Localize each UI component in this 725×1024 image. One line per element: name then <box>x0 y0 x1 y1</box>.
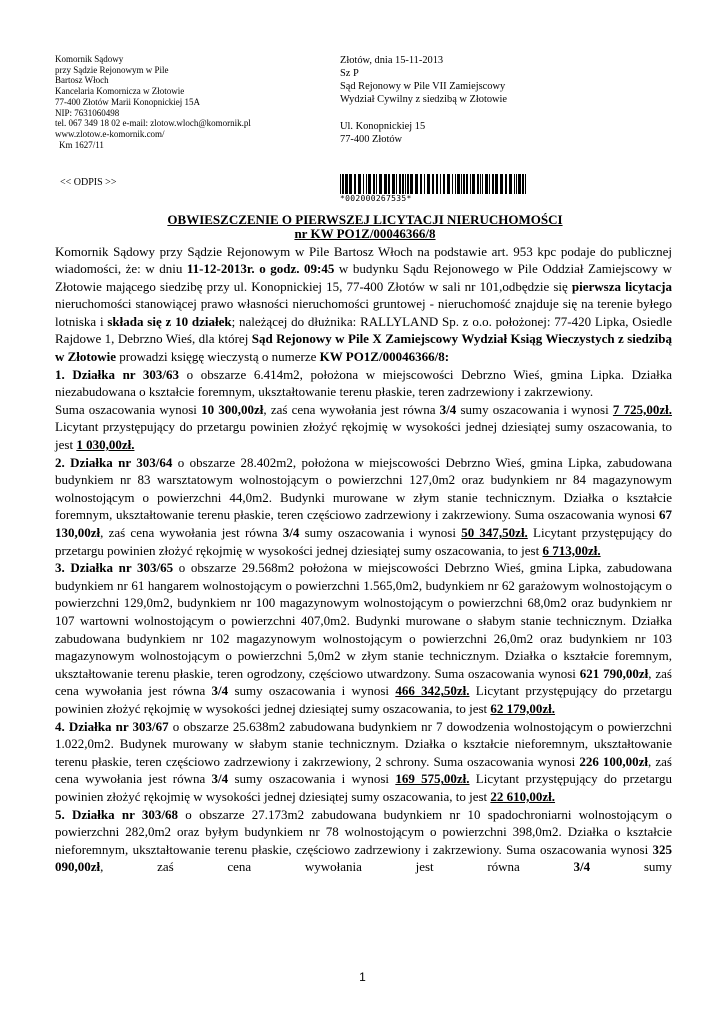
barcode-bar <box>477 174 479 194</box>
call-price: 169 575,00zł. <box>395 771 470 787</box>
barcode-bar <box>505 174 507 194</box>
bailiff-address-line: tel. 067 349 18 02 e-mail: zlotow.wloch@komornik.pl <box>55 118 251 129</box>
barcode-bar <box>443 174 445 194</box>
barcode-bar <box>402 174 404 194</box>
barcode-bar <box>345 174 348 194</box>
bailiff-address-line: przy Sądzie Rejonowym w Pile <box>55 64 169 75</box>
barcode-bar <box>407 174 409 194</box>
court-name: Sąd Rejonowy w Pile X Zamiejscowy Wydział Ksiąg Wieczystych z siedzibą w Złotowie <box>55 331 672 365</box>
barcode-bar <box>489 174 490 194</box>
recipient-line: Sz P <box>340 68 359 79</box>
barcode-bar <box>420 174 422 194</box>
call-price: 466 342,50zł. <box>395 683 470 699</box>
barcode-bar <box>514 174 515 194</box>
deposit-value: 22 610,00zł. <box>490 788 556 804</box>
barcode-bar <box>410 174 413 194</box>
bailiff-address-line: Kancelaria Komornicza w Złotowie <box>55 86 185 97</box>
barcode-bar <box>509 174 512 194</box>
auction-date: 11-12-2013r. o godz. 09:45 <box>186 261 335 277</box>
copy-marker: << ODPIS >> <box>60 177 117 188</box>
barcode-text: *002000267535* <box>340 194 412 203</box>
parcel-label: 1. Działka nr 303/63 <box>55 366 180 382</box>
barcode-bar <box>366 174 367 194</box>
barcode-bar <box>480 174 481 194</box>
barcode-bar <box>340 174 341 194</box>
barcode-bar <box>472 174 475 194</box>
parcel-count: składa się z 10 działek <box>107 313 232 329</box>
barcode-bar <box>492 174 494 194</box>
barcode-bar <box>349 174 352 194</box>
barcode-bar <box>384 174 387 194</box>
barcode-bar <box>470 174 471 194</box>
barcode-bar <box>452 174 453 194</box>
barcode-bar <box>368 174 371 194</box>
barcode-bar <box>388 174 390 194</box>
barcode-bar <box>358 174 361 194</box>
deposit-value: 1 030,00zł. <box>76 437 135 453</box>
recipient-line: 77-400 Złotów <box>340 134 403 145</box>
barcode-bar <box>405 174 406 194</box>
barcode-bar <box>396 174 397 194</box>
parcel-item: 1. Działka nr 303/63 o obszarze 6.414m2, położona w miejscowości Debrzno Wieś, gmina Lipka. Działka niezabudowana o kształcie foremnym, ukształtowanie terenu płaskie, teren zadrzewiony i zakrzewiony. <box>55 366 672 400</box>
recipient-line: Wydział Cywilny z siedzibą w Złotowie <box>340 94 508 105</box>
barcode-bar <box>463 174 465 194</box>
land-register-number: nr KW PO1Z/00046366/8 <box>294 226 436 241</box>
call-price: 7 725,00zł. <box>612 401 672 417</box>
barcode-bar <box>427 174 430 194</box>
barcode-bar <box>447 174 450 194</box>
barcode-bar <box>500 174 503 194</box>
estimate-value: 325 090,00zł <box>55 841 672 875</box>
bailiff-address-line: www.zlotow.e-komornik.com/ <box>55 128 165 139</box>
barcode-bar <box>376 174 377 194</box>
parcel-label: 2. Działka nr 303/64 <box>55 454 173 470</box>
first-auction: pierwsza licytacja <box>571 278 672 294</box>
barcode-bar <box>399 174 401 194</box>
barcode-bar <box>516 174 517 194</box>
parcel-label: 5. Działka nr 303/68 <box>55 806 179 822</box>
parcel-item: 5. Działka nr 303/68 o obszarze 27.173m2 zabudowana budynkiem nr 10 spadochroniarni wolnostojącym o powierzchni 282,0m2 oraz byłym budynkiem nr 78 wolnostojącym o powierzchni 398,0m2. Działka o kształcie nieforemnym, ukształtowanie terenu płaskie, częściowo zadrzewiony i zakrzewiony. Suma oszacowania wynosi 325 090,00zł, zaś cena wywołania jest równa 3/4 sumy <box>55 806 672 875</box>
barcode-bar <box>354 174 356 194</box>
barcode-bar <box>424 174 425 194</box>
notice-body <box>55 243 672 876</box>
parcel-item: 4. Działka nr 303/67 o obszarze 25.638m2 zabudowana budynkiem nr 7 dowodzenia wolnostojącym o powierzchni 1.022,0m2. Budynek murowany w słabym stanie technicznym. Działka o kształcie nieforemnym, ukształtowanie terenu płaskie, teren częściowo zadrzewiony i zakrzewiony, 2 schrony. Suma oszacowania wynosi 226 100,00zł, zaś cena wywołania jest równa 3/4 sumy oszacowania i wynosi 169 575,00zł. Licytant przystępujący do przetargu powinien złożyć rękojmię w wysokości jednej dziesiątej sumy oszacowania, to jest 22 610,00zł. <box>55 718 672 804</box>
recipient-block <box>340 54 507 146</box>
barcode-bar <box>379 174 382 194</box>
barcode-bar <box>415 174 418 194</box>
call-price: 50 347,50zł. <box>461 525 528 540</box>
barcode-bar <box>373 174 375 194</box>
parcel-valuation: Suma oszacowania wynosi 10 300,00zł, zaś cena wywołania jest równa 3/4 sumy oszacowania i wynosi 7 725,00zł. Licytant przystępujący do przetargu powinien złożyć rękojmię w wysokości jednej dziesiątej sumy oszacowania, to jest 1 030,00zł. <box>55 401 672 453</box>
estimate-value: 67 130,00zł <box>55 507 672 540</box>
deposit-value: 6 713,00zł. <box>542 542 601 558</box>
estimate-value: 10 300,00zł <box>201 401 264 417</box>
estimate-value: 226 100,00zł <box>579 753 649 769</box>
bailiff-address-line: 77-400 Złotów Marii Konopnickiej 15A <box>55 96 200 107</box>
barcode-bar <box>461 174 462 194</box>
barcode-bar <box>457 174 460 194</box>
recipient-line: Sąd Rejonowy w Pile VII Zamiejscowy <box>340 81 506 92</box>
recipient-line: Ul. Konopnickiej 15 <box>340 121 426 132</box>
barcode-bar <box>518 174 521 194</box>
barcode-bars <box>340 174 529 194</box>
bailiff-address-block <box>55 54 251 150</box>
notice-title: OBWIESZCZENIE O PIERWSZEJ LICYTACJI NIERUCHOMOŚCI <box>167 212 563 227</box>
barcode-bar <box>485 174 488 194</box>
barcode-bar <box>466 174 468 194</box>
bailiff-address-line: NIP: 7631060498 <box>55 107 120 118</box>
barcode-bar <box>363 174 364 194</box>
case-number: Km 1627/11 <box>59 139 104 150</box>
barcode-bar <box>522 174 524 194</box>
barcode-bar <box>342 174 344 194</box>
document-date: Złotów, dnia 15-11-2013 <box>340 55 444 66</box>
bailiff-address-line: Bartosz Włoch <box>55 75 109 86</box>
barcode-bar <box>455 174 456 194</box>
intro-paragraph: Komornik Sądowy przy Sądzie Rejonowym w Pile Bartosz Włoch na podstawie art. 953 kpc podaje do publicznej wiadomości, że: w dniu 11-12-2013r. o godz. 09:45 w budynku Sądu Rejonowego w Pile Oddział Zamiejscowy w Złotowie mającego siedzibę przy ul. Konopnickiej 15, 77-400 Złotów w sali nr 101,odbędzie się pierwsza licytacja nieruchomości stanowiącej prawo własności nieruchomości gruntowej - nieruchomość znajduje się na terenie byłego lotniska i składa się z 10 działek; należącej do dłużnika: RALLYLAND Sp. z o.o. położonej: 77-420 Lipka, Osiedle Rajdowe 1, Debrzno Wieś, dla której Sąd Rejonowy w Pile X Zamiejscowy Wydział Ksiąg Wieczystych z siedzibą w Złotowie prowadzi księgę wieczystą o numerze KW PO1Z/00046366/8: <box>55 243 672 365</box>
page-number: 1 <box>359 970 366 984</box>
barcode-bar <box>432 174 434 194</box>
barcode-bar <box>440 174 441 194</box>
bailiff-address-line: Komornik Sądowy <box>55 54 124 64</box>
barcode-bar <box>495 174 498 194</box>
barcode-bar <box>392 174 395 194</box>
kw-number: KW PO1Z/00046366/8: <box>319 349 450 365</box>
deposit-value: 62 179,00zł. <box>490 700 556 716</box>
parcel-item: 2. Działka nr 303/64 o obszarze 28.402m2, położona w miejscowości Debrzno Wieś, gmina Lipka, zabudowana budynkiem nr 83 warsztatowym wolnostojącym o powierzchni 127,0m2 oraz budynkiem nr 84 magazynowym wolnostojącym o powierzchni 44,0m2. Budynki murowane w złym stanie technicznym. Działka o kształcie foremnym, ukształtowanie terenu płaskie, teren częściowo zadrzewiony i zakrzewiony. Suma oszacowania wynosi 67 130,00zł, zaś cena wywołania jest równa 3/4 sumy oszacowania i wynosi 50 347,50zł. Licytant przystępujący do przetargu powinien złożyć rękojmię w wysokości jednej dziesiątej sumy oszacowania, to jest 6 713,00zł. <box>55 454 672 558</box>
barcode-bar <box>525 174 526 194</box>
parcel-label: 4. Działka nr 303/67 <box>55 718 169 734</box>
barcode <box>340 174 529 204</box>
parcel-label: 3. Działka nr 303/65 <box>55 560 174 576</box>
estimate-value: 621 790,00zł <box>579 665 649 681</box>
barcode-bar <box>482 174 483 194</box>
parcel-item: 3. Działka nr 303/65 o obszarze 29.568m2 położona w miejscowości Debrzno Wieś, gmina Lipka, zabudowana budynkiem nr 61 hangarem wolnostojącym o powierzchni 1.565,0m2, budynkiem nr 62 garażowym wolnostojącym o powierzchni 129,0m2, budynkiem nr 100 magazynowym wolnostojącym o powierzchni 68,0m2 oraz budynkiem nr 107 wartowni wolnostojącym o powierzchni 407,0m2. Budynki murowane o słabym stanie technicznym. Działka zabudowana budynkiem nr 102 magazynowym wolnostojącym o powierzchni 26,0m2 oraz budynkiem nr 103 magazynowym wolnostojącym o powierzchni 5,0m2 w złym stanie technicznym. Działka o kształcie foremnym, ukształtowanie terenu płaskie, teren ogrodzony, częściowo utwardzony. Suma oszacowania wynosi 621 790,00zł, zaś cena wywołania jest równa 3/4 sumy oszacowania i wynosi 466 342,50zł. Licytant przystępujący do przetargu powinien złożyć rękojmię w wysokości jednej dziesiątej sumy oszacowania, to jest 62 179,00zł. <box>55 560 672 716</box>
barcode-bar <box>436 174 438 194</box>
